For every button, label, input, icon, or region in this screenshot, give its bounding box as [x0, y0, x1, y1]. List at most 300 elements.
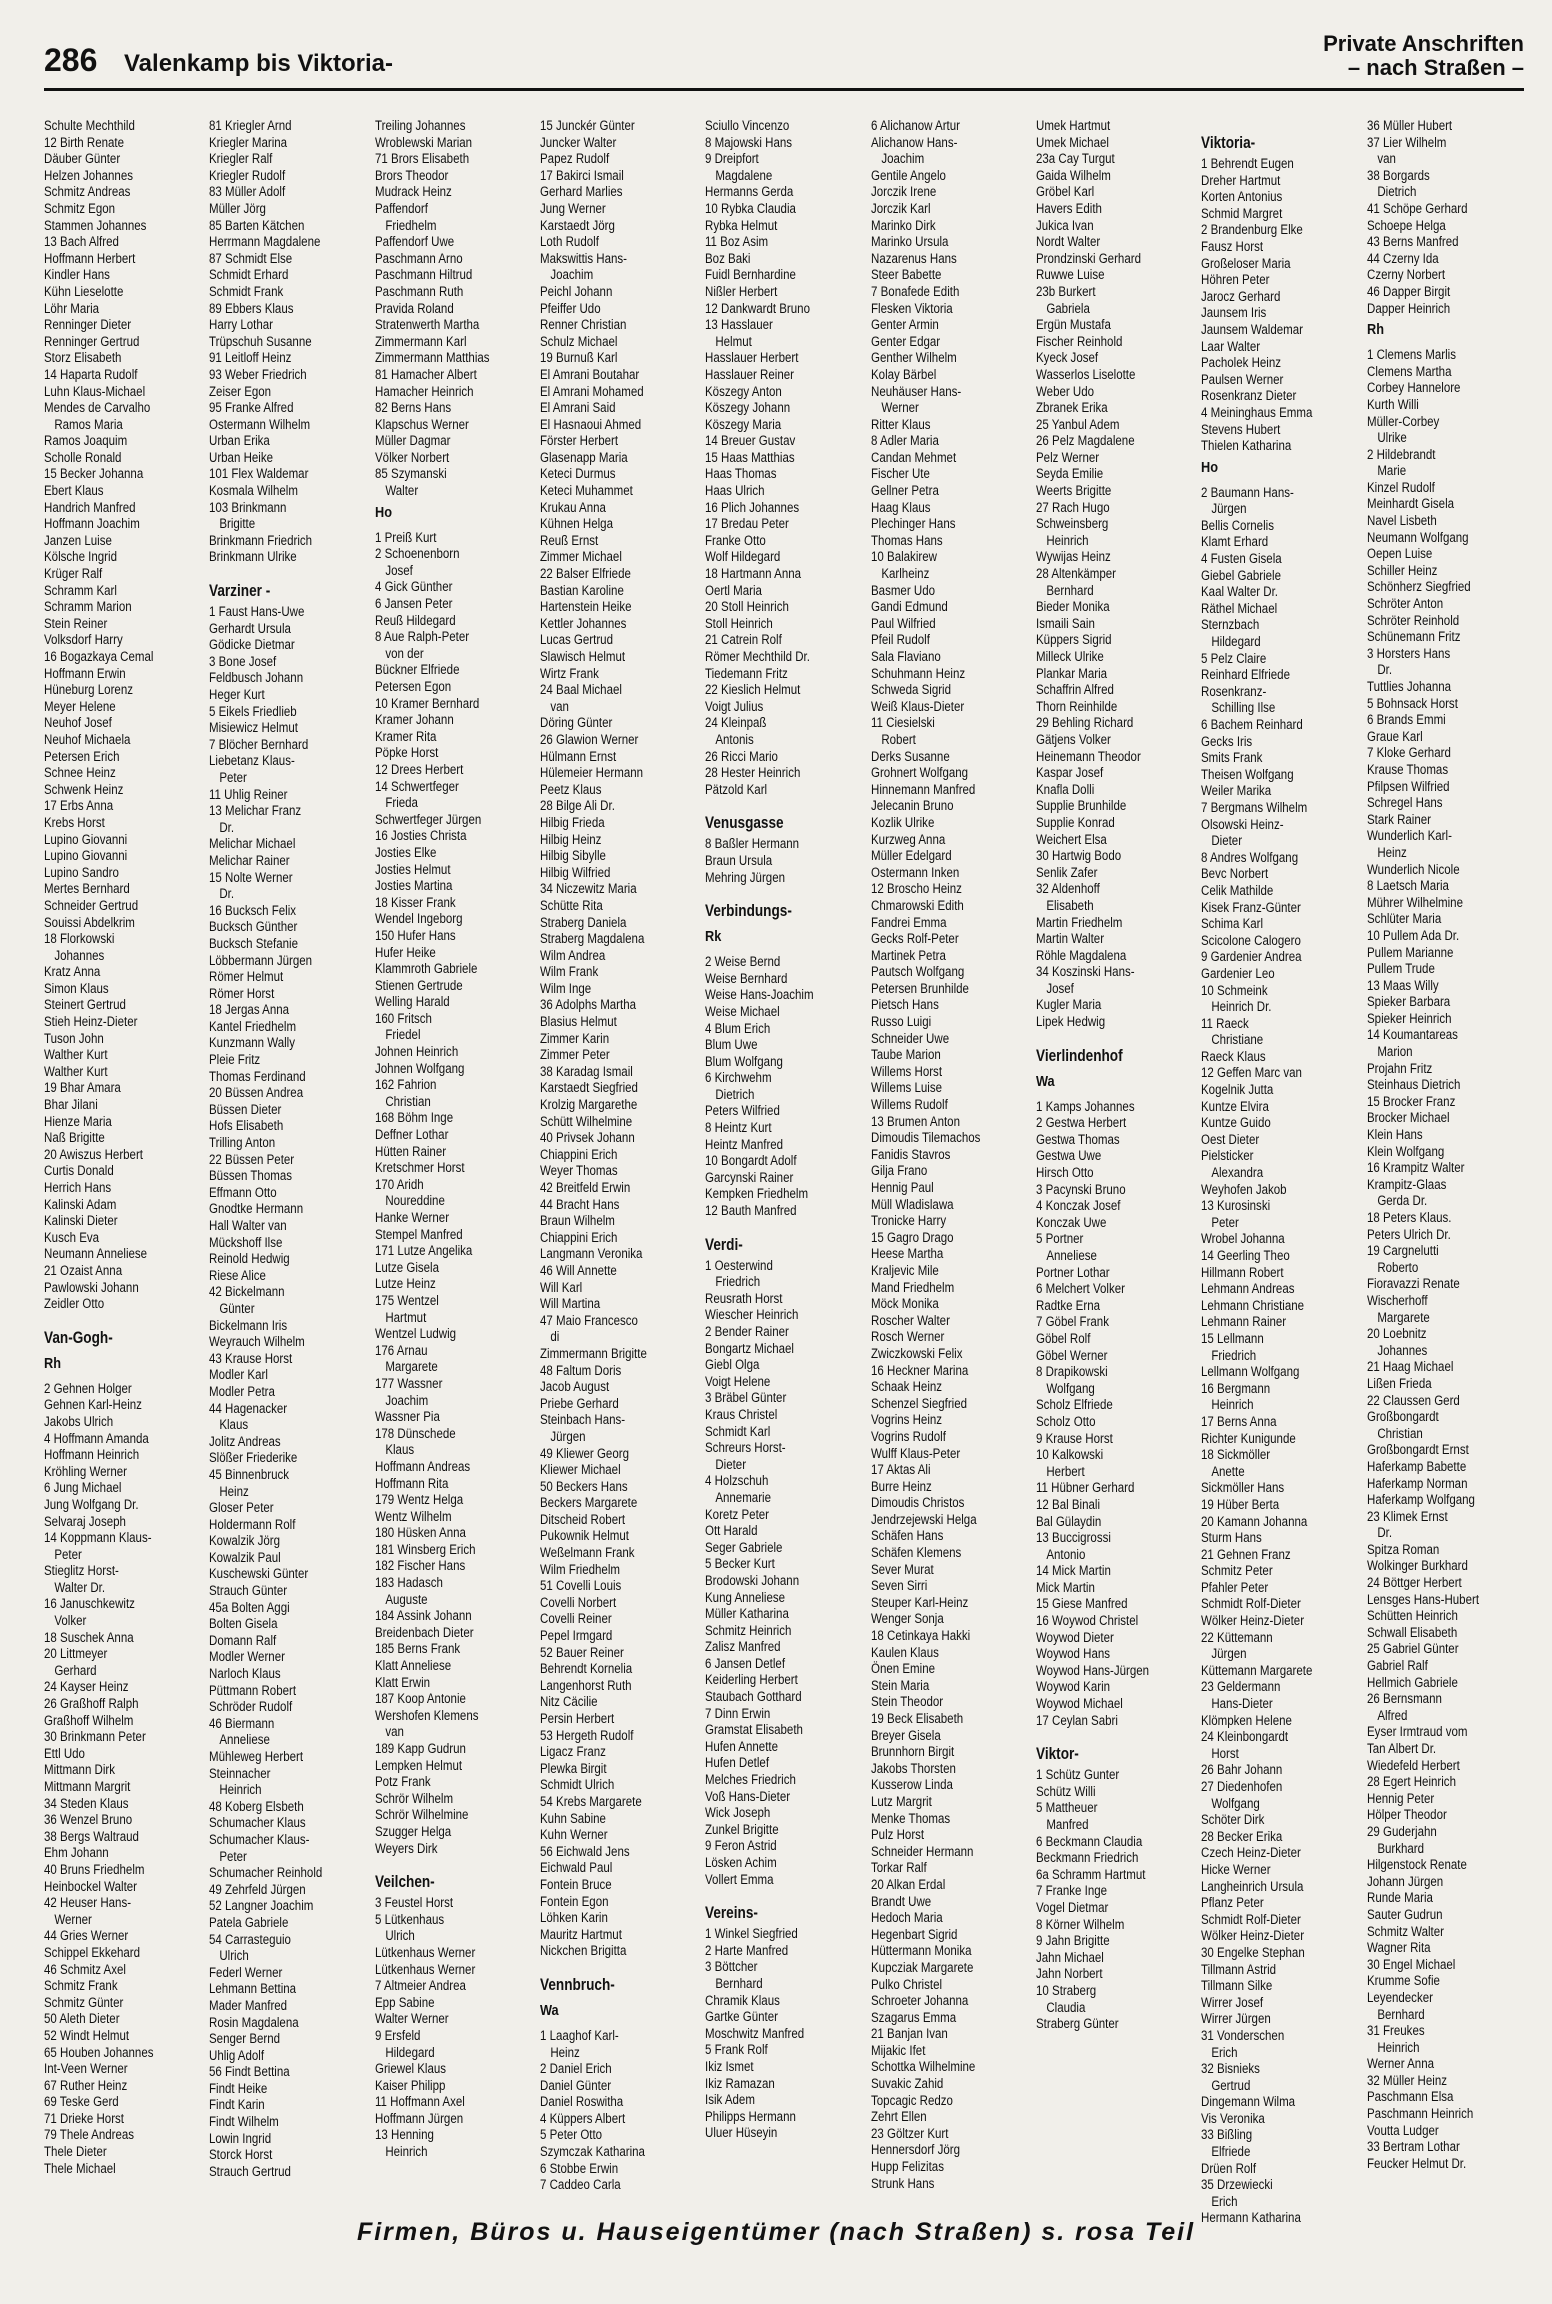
resident-entry: Pravida Roland — [374, 300, 454, 316]
resident-entry: Lowin Ingrid — [209, 2130, 272, 2146]
resident-entry: Bal Gülaydin — [1035, 1513, 1102, 1529]
resident-entry: Steinert Gertrud — [44, 997, 126, 1013]
resident-entry: Renninger Dieter — [44, 317, 132, 333]
resident-entry: 43 Krause Horst — [209, 1350, 293, 1366]
resident-entry: Schiller Heinz — [1366, 562, 1438, 578]
resident-entry: 20 Stoll Heinrich — [705, 599, 790, 615]
resident-entry: 7 Franke Inge — [1035, 1883, 1108, 1899]
resident-entry: 71 Drieke Horst — [44, 2110, 125, 2126]
resident-entry-continuation: Robert — [880, 731, 916, 747]
resident-entry: Oest Dieter — [1201, 1131, 1260, 1147]
resident-entry: 85 Szymanski — [374, 466, 447, 482]
resident-entry: Thele Dieter — [44, 2144, 107, 2160]
resident-entry: Zehrt Ellen — [870, 2109, 927, 2125]
resident-entry: Hülemeier Hermann — [539, 765, 644, 781]
resident-entry: 16 Bogazkaya Cemal — [44, 649, 154, 664]
resident-entry: Neuhof Josef — [44, 715, 112, 731]
resident-entry: Zimmer Karin — [539, 1030, 610, 1046]
resident-entry: 25 Yanbul Adem — [1035, 416, 1120, 432]
resident-entry: 4 Hoffmann Amanda — [44, 1430, 149, 1446]
resident-entry: Gröbel Karl — [1035, 184, 1095, 200]
resident-entry: Heinbockel Walter — [44, 1878, 138, 1894]
resident-entry-continuation: Hildegard — [1211, 634, 1261, 650]
resident-entry: 41 Schöpe Gerhard — [1366, 200, 1468, 216]
resident-entry: 16 Josties Christa — [374, 828, 467, 844]
resident-entry: Wywijas Heinz — [1035, 549, 1111, 565]
resident-entry: Tuson John — [44, 1030, 104, 1046]
resident-entry: Bucksch Günther — [209, 919, 298, 935]
resident-entry: Schweinsberg — [1035, 516, 1109, 532]
resident-entry: Hilgenstock Renate — [1366, 1857, 1467, 1873]
resident-entry: 5 Mattheuer — [1035, 1800, 1098, 1816]
resident-entry: 6 Jung Michael — [44, 1480, 122, 1496]
resident-entry: Wiescher Heinrich — [705, 1307, 799, 1323]
resident-entry: 50 Beckers Hans — [539, 1478, 628, 1494]
resident-entry: Patela Gabriele — [209, 1914, 289, 1930]
resident-entry: Petersen Erich — [44, 748, 120, 764]
resident-entry: 16 Woywod Christel — [1035, 1613, 1139, 1629]
resident-entry: Kung Anneliese — [705, 1589, 786, 1605]
resident-entry: Gestwa Uwe — [1035, 1148, 1102, 1164]
resident-entry: Langmann Veronika — [539, 1246, 643, 1262]
resident-entry: Kraus Christel — [705, 1406, 778, 1422]
resident-entry: 2 Gestwa Herbert — [1035, 1115, 1127, 1131]
resident-entry: 13 Kurosinski — [1201, 1198, 1271, 1214]
resident-entry-continuation: Heinrich — [1376, 2039, 1420, 2055]
resident-entry: 10 Balakirew — [870, 549, 937, 565]
resident-entry: Hennig Paul — [870, 1180, 934, 1195]
resident-entry: 1 Schütz Gunter — [1035, 1767, 1120, 1783]
resident-entry: Pulz Horst — [870, 1827, 924, 1843]
resident-entry: Hillmann Robert — [1201, 1264, 1284, 1280]
resident-entry: 12 Birth Renate — [44, 134, 125, 150]
resident-entry: Giebl Olga — [705, 1357, 760, 1373]
resident-entry: Bolten Gisela — [209, 1616, 278, 1632]
resident-entry: Tronicke Harry — [870, 1213, 946, 1229]
resident-entry: 14 Haparta Rudolf — [44, 366, 138, 382]
resident-entry-continuation: Friedrich — [715, 1274, 761, 1290]
resident-entry: Kriegler Marina — [209, 134, 288, 150]
resident-entry: Woywod Michael — [1035, 1696, 1123, 1712]
resident-entry: Plechinger Hans — [870, 516, 956, 532]
resident-entry-continuation: Wolfgang — [1046, 1380, 1095, 1396]
resident-entry: Kowalzik Jörg — [209, 1533, 281, 1549]
resident-entry-continuation: Alfred — [1376, 1707, 1408, 1723]
resident-entry: 2 Gehnen Holger — [44, 1380, 132, 1396]
resident-entry: Jacob August — [539, 1379, 610, 1395]
resident-entry: Kramer Rita — [374, 728, 437, 744]
resident-entry-continuation: Dr. — [219, 886, 235, 902]
resident-entry: Spieker Heinrich — [1366, 1010, 1452, 1026]
resident-entry: Feucker Helmut Dr. — [1366, 2155, 1466, 2171]
resident-entry: 15 Lellmann — [1201, 1330, 1265, 1346]
resident-entry-continuation: Johannes — [1376, 1342, 1427, 1358]
resident-entry: 37 Lier Wilhelm — [1366, 134, 1447, 150]
resident-entry: Hasslauer Herbert — [705, 350, 799, 366]
resident-entry-continuation: Margarete — [384, 1359, 438, 1375]
resident-entry: Riese Alice — [209, 1267, 267, 1283]
column-2 — [209, 118, 366, 2227]
resident-entry: 101 Flex Waldemar — [209, 466, 309, 482]
resident-entry: 18 Sickmöller — [1201, 1447, 1271, 1463]
resident-entry: Reinhard Elfriede — [1201, 667, 1291, 683]
resident-entry: Weerts Brigitte — [1035, 483, 1112, 499]
resident-entry: Radtke Erna — [1035, 1297, 1101, 1313]
resident-entry: 12 Geffen Marc van — [1201, 1065, 1303, 1081]
resident-entry: 54 Krebs Margarete — [539, 1793, 642, 1809]
resident-entry-continuation: Noureddine — [384, 1193, 445, 1209]
resident-entry: Dimoudis Christos — [870, 1495, 965, 1511]
resident-entry: Moschwitz Manfred — [705, 2025, 805, 2041]
resident-entry: Gilja Frano — [870, 1163, 927, 1179]
resident-entry: Chiappini Erich — [539, 1146, 618, 1162]
resident-entry: Schwall Elisabeth — [1366, 1624, 1457, 1640]
resident-entry: Blum Wolfgang — [705, 1053, 784, 1069]
resident-entry: Prondzinski Gerhard — [1035, 250, 1141, 266]
resident-entry: Schweda Sigrid — [870, 682, 951, 698]
resident-entry: 28 Bilge Ali Dr. — [539, 798, 615, 814]
resident-entry: Hüttermann Monika — [870, 1943, 972, 1959]
resident-entry: Martinek Petra — [870, 947, 946, 963]
resident-entry: 17 Erbs Anna — [44, 798, 114, 814]
resident-entry-continuation: Friedel — [384, 1027, 421, 1043]
resident-entry: Trilling Anton — [209, 1135, 276, 1151]
resident-entry: Graue Karl — [1366, 728, 1423, 744]
resident-entry: Gnodtke Hermann — [209, 1201, 304, 1217]
resident-entry: 8 Laetsch Maria — [1366, 878, 1449, 894]
resident-entry: Lutze Gisela — [374, 1259, 439, 1275]
resident-entry: Wolf Hildegard — [705, 549, 781, 565]
resident-entry: Jolitz Andreas — [209, 1433, 282, 1449]
resident-entry: 18 Kisser Frank — [374, 894, 456, 910]
resident-entry: Hufen Detlef — [705, 1755, 770, 1771]
column-5 — [705, 118, 862, 2227]
resident-entry: Schünemann Fritz — [1366, 629, 1461, 645]
resident-entry: Jukica Ivan — [1035, 217, 1094, 233]
resident-entry-continuation: Margarete — [1376, 1309, 1430, 1325]
resident-entry: Wilm Frank — [539, 964, 599, 980]
resident-entry: Rybka Helmut — [705, 217, 778, 233]
resident-entry: Schmidt Erhard — [209, 267, 289, 283]
resident-entry: Mückshoff Ilse — [209, 1234, 283, 1250]
resident-entry: 65 Houben Johannes — [44, 2044, 154, 2060]
resident-entry: Wentzel Ludwig — [374, 1326, 456, 1342]
resident-entry: Lösken Achim — [705, 1855, 778, 1870]
resident-entry: 17 Ceylan Sabri — [1035, 1712, 1118, 1728]
resident-entry: 8 Adler Maria — [870, 433, 939, 449]
resident-entry: 18 Peters Klaus. — [1366, 1210, 1452, 1225]
resident-entry: 3 Böttcher — [705, 1959, 758, 1975]
street-heading: Varziner - — [209, 581, 271, 601]
resident-entry: 20 Loebnitz — [1366, 1326, 1427, 1342]
resident-entry: Müller Katharina — [705, 1606, 790, 1622]
resident-entry: Fischer Reinhold — [1035, 333, 1123, 349]
resident-entry: 13 Buccigrossi — [1035, 1530, 1111, 1546]
resident-entry: Weyer Thomas — [539, 1163, 618, 1179]
resident-entry: Römer Horst — [209, 985, 275, 1001]
resident-entry: Selvaraj Joseph — [44, 1513, 126, 1529]
resident-entry: Wagner Rita — [1366, 1940, 1431, 1956]
resident-entry: 48 Koberg Elsbeth — [209, 1798, 305, 1814]
resident-entry: Lellmann Wolfgang — [1201, 1364, 1300, 1380]
resident-entry: Persin Herbert — [539, 1711, 615, 1726]
resident-entry: Woywod Hans — [1035, 1646, 1111, 1662]
resident-entry: Brinkmann Friedrich — [209, 532, 313, 548]
resident-entry: Blum Uwe — [705, 1037, 758, 1053]
resident-entry: 9 Krause Horst — [1035, 1430, 1113, 1446]
resident-entry-continuation: Bernhard — [715, 1975, 764, 1991]
resident-entry: Reuß Ernst — [539, 532, 599, 548]
resident-entry-continuation: Günter — [219, 1300, 255, 1316]
resident-entry: Jaunsem Iris — [1201, 305, 1267, 321]
resident-entry: Schregel Hans — [1366, 795, 1443, 811]
resident-entry: Göbel Werner — [1035, 1347, 1108, 1363]
resident-entry-continuation: Hildegard — [384, 2044, 435, 2060]
resident-entry-continuation: Josef — [384, 562, 413, 578]
resident-entry: Harry Lothar — [209, 317, 274, 333]
resident-entry: Jendrzejewski Helga — [870, 1511, 977, 1527]
resident-entry: Kaspar Josef — [1035, 765, 1104, 781]
resident-entry: Modler Petra — [209, 1383, 276, 1399]
resident-entry: Nazarenus Hans — [870, 250, 957, 266]
resident-entry: Haas Thomas — [705, 466, 777, 482]
resident-entry: Schmidt Ulrich — [539, 1777, 615, 1793]
resident-entry: Haas Ulrich — [705, 483, 765, 499]
resident-entry: 16 Plich Johannes — [705, 499, 800, 515]
resident-entry: Kindler Hans — [44, 267, 110, 283]
resident-entry: Zunkel Brigitte — [705, 1821, 779, 1837]
resident-entry: Narloch Klaus — [209, 1666, 282, 1682]
resident-entry: Brodowski Johann — [705, 1572, 800, 1588]
resident-entry: Kröhling Werner — [44, 1463, 128, 1479]
resident-entry: Clemens Martha — [1366, 363, 1452, 379]
resident-entry: Thielen Katharina — [1201, 438, 1292, 454]
resident-entry: Vogrins Rudolf — [870, 1428, 946, 1444]
resident-entry: Hamacher Heinrich — [374, 383, 474, 399]
resident-entry: 12 Bauth Manfred — [705, 1203, 797, 1219]
resident-entry: Richter Kunigunde — [1201, 1430, 1297, 1446]
resident-entry-continuation: Antonis — [715, 731, 755, 747]
resident-entry: 181 Winsberg Erich — [374, 1541, 476, 1557]
resident-entry: Strauch Gertrud — [209, 2163, 292, 2179]
resident-entry: 7 Bonafede Edith — [870, 283, 960, 299]
resident-entry: Martin Walter — [1035, 931, 1105, 947]
resident-entry: Müller Edelgard — [870, 848, 952, 864]
resident-entry: Zimmermann Matthias — [374, 350, 490, 366]
resident-entry: Hennig Peter — [1366, 1790, 1434, 1806]
resident-entry: 24 Böttger Herbert — [1366, 1575, 1462, 1591]
resident-entry: Reinold Hedwig — [209, 1251, 290, 1267]
resident-entry: Bucksch Stefanie — [209, 935, 299, 951]
resident-entry: Klatt Erwin — [374, 1674, 430, 1690]
resident-entry: 6 Brands Emmi — [1366, 712, 1446, 728]
resident-entry: Braun Wilhelm — [539, 1213, 615, 1229]
resident-entry: Beckers Margarete — [539, 1495, 638, 1511]
resident-entry: Jaunsem Waldemar — [1201, 321, 1304, 337]
resident-entry: Stoll Heinrich — [705, 615, 774, 631]
resident-entry: 48 Faltum Doris — [539, 1362, 622, 1378]
street-heading: Venusgasse — [705, 813, 784, 833]
resident-entry: Gaida Wilhelm — [1035, 167, 1111, 183]
resident-entry-continuation: Erich — [1211, 2193, 1238, 2209]
resident-entry: Storz Elisabeth — [44, 350, 122, 366]
resident-entry: 16 Bucksch Felix — [209, 902, 297, 918]
resident-entry-continuation: Gerhard — [54, 1662, 97, 1678]
resident-entry: 8 Aue Ralph-Peter — [374, 629, 469, 645]
resident-entry: Ikiz Ramazan — [705, 2075, 776, 2091]
resident-entry: Topcagic Redzo — [870, 2092, 953, 2108]
resident-entry: Pautsch Wolfgang — [870, 964, 964, 980]
resident-entry: 182 Fischer Hans — [374, 1558, 465, 1574]
resident-entry: Weise Michael — [705, 1003, 781, 1019]
resident-entry-continuation: Heinrich — [1046, 532, 1089, 548]
resident-entry: El Hasnaoui Ahmed — [539, 416, 642, 432]
resident-entry: Weßelmann Frank — [539, 1545, 635, 1561]
resident-entry: Schmidt Frank — [209, 283, 284, 299]
resident-entry: Mijakic Ifet — [870, 2042, 926, 2058]
resident-entry: Klatt Anneliese — [374, 1658, 451, 1674]
resident-entry: Krumme Sofie — [1366, 1973, 1440, 1989]
resident-entry: 22 Kieslich Helmut — [705, 682, 801, 698]
resident-entry: Corbey Hannelore — [1366, 380, 1461, 396]
resident-entry: Helzen Johannes — [44, 167, 133, 183]
resident-entry-continuation: Herbert — [1046, 1463, 1085, 1479]
resident-entry: Koretz Peter — [705, 1506, 770, 1522]
resident-entry: Candan Mehmet — [870, 449, 956, 465]
resident-entry: Martin Friedhelm — [1035, 914, 1123, 930]
resident-entry: Hienze Maria — [44, 1113, 112, 1129]
resident-entry: 168 Böhm Inge — [374, 1110, 453, 1126]
resident-entry: 36 Adolphs Martha — [539, 997, 637, 1013]
resident-entry-continuation: Dietrich — [1376, 184, 1417, 200]
resident-entry: Paschmann Ruth — [374, 283, 463, 299]
resident-entry-continuation: Bernhard — [1376, 2006, 1425, 2022]
resident-entry: Lutze Heinz — [374, 1276, 436, 1292]
resident-entry: Mehring Jürgen — [705, 869, 786, 885]
resident-entry: Hüneburg Lorenz — [44, 682, 133, 698]
resident-entry: Zimmermann Karl — [374, 333, 467, 349]
street-range: Valenkamp bis Viktoria- — [124, 50, 394, 77]
resident-entry: 1 Laaghof Karl- — [539, 2027, 619, 2043]
resident-entry: Derks Susanne — [870, 748, 950, 764]
resident-entry: Gerhardt Ursula — [209, 620, 292, 636]
resident-entry-continuation: Gerda Dr. — [1376, 1193, 1427, 1209]
resident-entry: Woywod Karin — [1035, 1679, 1111, 1695]
resident-entry: Gestwa Thomas — [1035, 1131, 1120, 1147]
resident-entry: Modler Werner — [209, 1649, 286, 1665]
resident-entry: Ergün Mustafa — [1035, 317, 1111, 333]
resident-entry: Schumacher Klaus- — [209, 1831, 310, 1847]
resident-entry: Möck Monika — [870, 1296, 939, 1312]
resident-entry: Löhken Karin — [539, 1910, 608, 1926]
resident-entry: Schwertfeger Jürgen — [374, 811, 481, 827]
resident-entry: 44 Czerny Ida — [1366, 250, 1439, 266]
resident-entry: Woywod Hans-Jürgen — [1035, 1662, 1150, 1678]
resident-entry: 30 Engel Michael — [1366, 1956, 1456, 1972]
resident-entry: 20 Kamann Johanna — [1201, 1513, 1308, 1529]
resident-entry-continuation: van — [384, 1724, 404, 1740]
resident-entry: Keiderling Herbert — [705, 1672, 799, 1688]
resident-entry: 17 Bakirci Ismail — [539, 167, 624, 183]
resident-entry: Klein Wolfgang — [1366, 1143, 1444, 1159]
resident-entry: Heese Martha — [870, 1246, 943, 1262]
resident-entry: 7 Caddeo Carla — [539, 2177, 621, 2193]
resident-entry: Krebs Horst — [44, 814, 105, 830]
resident-entry: Zwiczkowski Felix — [870, 1345, 963, 1361]
resident-entry: 10 Rybka Claudia — [705, 200, 797, 216]
resident-entry: Wilm Friedhelm — [539, 1561, 620, 1577]
resident-entry: Lehmann Christiane — [1201, 1297, 1305, 1313]
resident-entry: Epp Sabine — [374, 1994, 435, 2010]
resident-entry: Uhlig Adolf — [209, 2047, 265, 2063]
resident-entry: Ettl Udo — [44, 1745, 85, 1761]
resident-entry: Hennersdorf Jörg — [870, 2142, 960, 2158]
resident-entry: 12 Bal Binali — [1035, 1496, 1101, 1512]
resident-entry: 13 Melichar Franz — [209, 803, 302, 819]
resident-entry: Int-Veen Werner — [44, 2061, 128, 2077]
resident-entry: El Amrani Mohamed — [539, 383, 644, 399]
resident-entry: Bickelmann Iris — [209, 1317, 288, 1333]
resident-entry: 49 Zehrfeld Jürgen — [209, 1881, 306, 1897]
resident-entry: Schlüter Maria — [1366, 911, 1441, 927]
resident-entry: Marinko Ursula — [870, 234, 949, 250]
resident-entry: Scholle Ronald — [44, 449, 122, 465]
resident-entry: 32 Bisnieks — [1201, 2061, 1261, 2077]
resident-entry: Slößer Friederike — [209, 1450, 298, 1466]
resident-entry-continuation: Hans-Dieter — [1211, 1696, 1274, 1712]
resident-entry: Kaal Walter Dr. — [1201, 584, 1279, 600]
resident-entry: Breyer Gisela — [870, 1727, 941, 1743]
resident-entry-continuation: Heinz — [1376, 844, 1407, 860]
resident-entry: 7 Göbel Frank — [1035, 1314, 1109, 1330]
resident-entry: Suvakic Zahid — [870, 2076, 943, 2092]
resident-entry: Gätjens Volker — [1035, 731, 1111, 747]
resident-entry: Mühleweg Herbert — [209, 1749, 304, 1764]
resident-entry: 46 Schmitz Axel — [44, 1961, 126, 1977]
resident-entry: Fandrei Emma — [870, 914, 947, 930]
street-heading: Viktor- — [1035, 1744, 1079, 1764]
resident-entry: 185 Berns Frank — [374, 1641, 460, 1657]
resident-entry: Daniel Günter — [539, 2077, 612, 2093]
resident-entry: Wendel Ingeborg — [374, 911, 463, 927]
resident-entry: Lucas Gertrud — [539, 632, 613, 648]
resident-entry: 67 Ruther Heinz — [44, 2077, 128, 2093]
resident-entry: Steer Babette — [870, 267, 942, 283]
resident-entry: Herrich Hans — [44, 1180, 112, 1195]
resident-entry: Ostermann Wilhelm — [209, 416, 311, 432]
resident-entry: Josties Elke — [374, 844, 437, 860]
resident-entry: 2 Hildebrandt — [1366, 446, 1436, 462]
resident-entry-continuation: Klaus — [384, 1442, 414, 1458]
resident-entry: Weichert Elsa — [1035, 831, 1107, 847]
resident-entry-continuation: Klaus — [219, 1417, 249, 1433]
resident-entry: 10 Straberg — [1035, 1982, 1097, 1998]
resident-entry: Vogrins Heinz — [870, 1412, 942, 1428]
resident-entry: Heinemann Theodor — [1035, 748, 1141, 764]
resident-entry: 11 Hübner Gerhard — [1035, 1480, 1135, 1496]
column-6 — [871, 118, 1028, 2227]
resident-entry: Lehmann Rainer — [1201, 1314, 1287, 1330]
resident-entry: Pleie Fritz — [209, 1052, 261, 1068]
resident-entry: Kupcziak Margarete — [870, 1959, 974, 1975]
resident-entry: Paschmann Arno — [374, 250, 463, 266]
resident-entry: Krolzig Margarethe — [539, 1097, 638, 1113]
resident-entry: Kettler Johannes — [539, 615, 627, 631]
resident-entry: 33 Bertram Lothar — [1366, 2139, 1460, 2155]
resident-entry: Mand Friedhelm — [870, 1279, 954, 1295]
resident-entry: Wirrer Josef — [1201, 1994, 1264, 2010]
resident-entry: Lensges Hans-Hubert — [1366, 1591, 1479, 1607]
